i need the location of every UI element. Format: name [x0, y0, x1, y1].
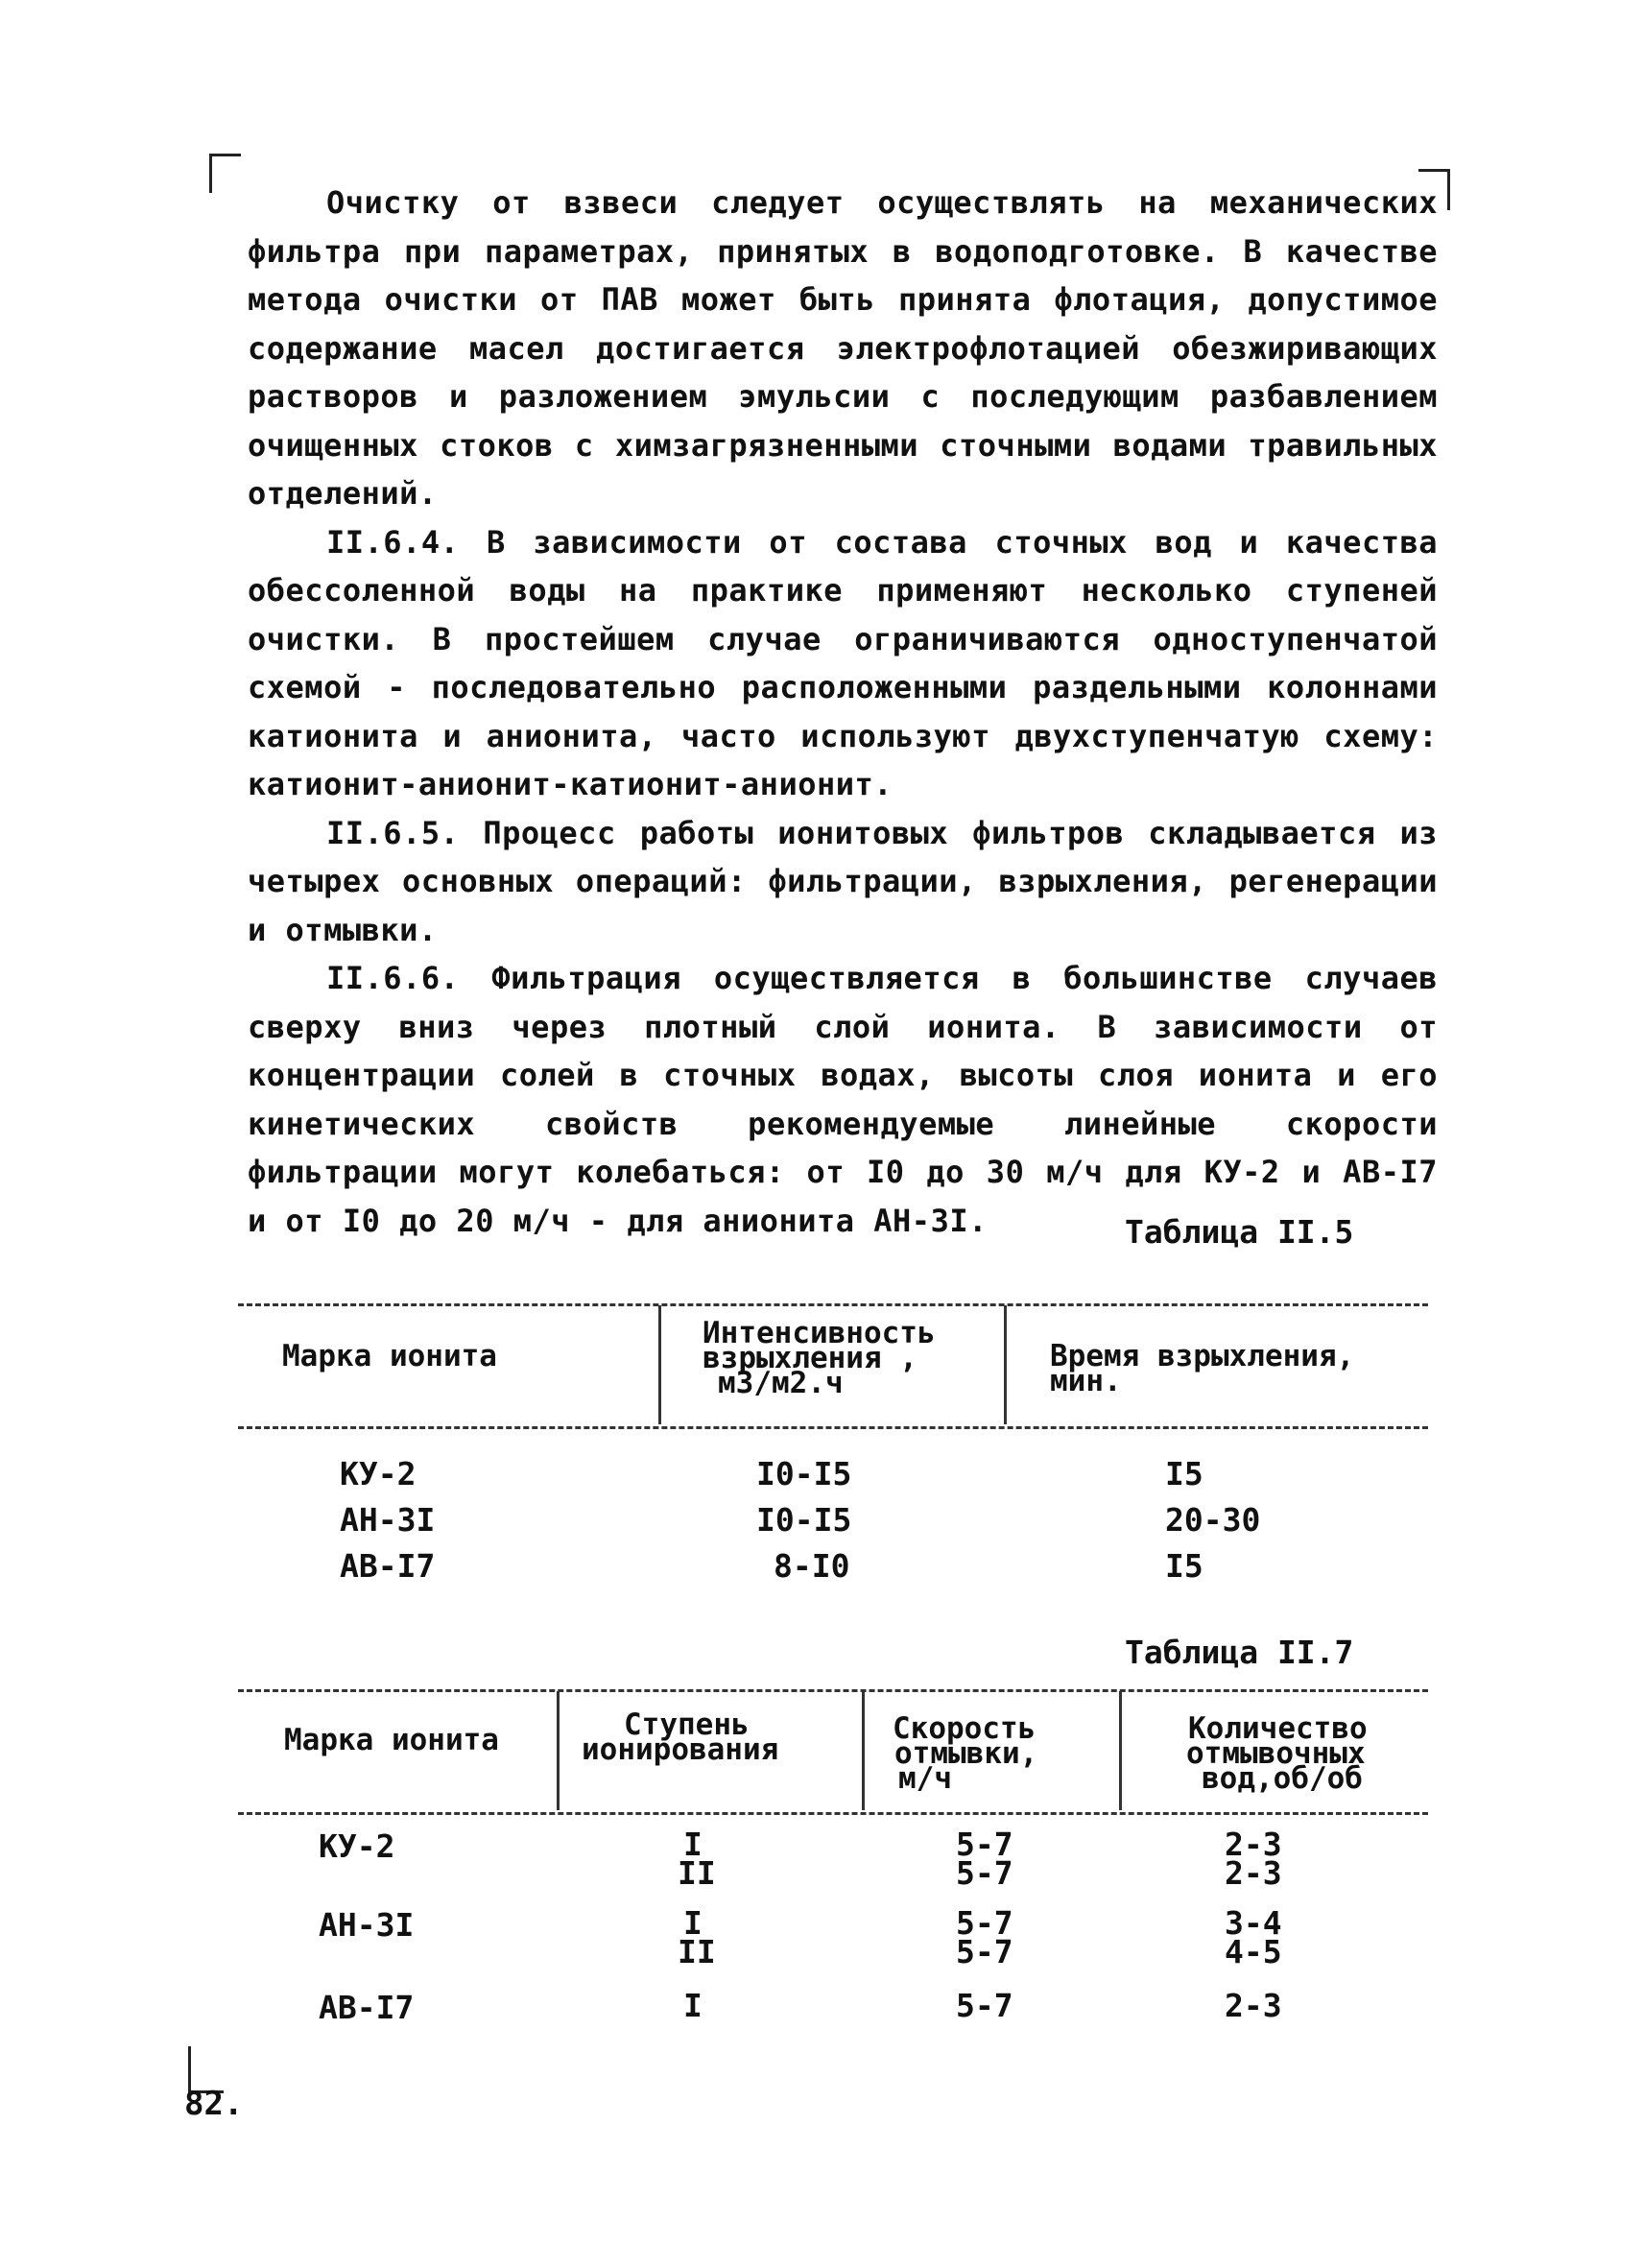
table-rule [238, 1689, 1428, 1692]
column-header: Ступень [624, 1707, 750, 1742]
paragraph: II.6.5. Процесс работы ионитовых фильтров складывается из четырех основных операций: фильтрации, взрыхления, регенерации и отмывки. [248, 814, 1438, 948]
column-divider [557, 1691, 560, 1810]
table-cell: I [683, 1826, 703, 1863]
table-cell: 5-7 [956, 1987, 1013, 2024]
column-header: Марка ионита [284, 1723, 499, 1757]
column-header: Интенсивность [703, 1316, 936, 1350]
table-cell: 5-7 [956, 1826, 1013, 1863]
table-cell: АН-3I [340, 1501, 436, 1539]
column-divider [862, 1691, 865, 1810]
column-header: м3/м2.ч [718, 1366, 844, 1400]
table-cell: 5-7 [956, 1933, 1013, 1970]
paragraph: II.6.4. В зависимости от состава сточных вод и качества обессоленной воды на практике применяют несколько ступеней очистки. В простейшем случае ограничиваются одноступенчатой схемой - последовательно расположенными раздельными колоннами катионита и анионита, часто используют двухступенчатую схему: катионит-анионит-катионит-анионит. [248, 523, 1438, 802]
column-divider [658, 1305, 661, 1424]
column-header: отмывки, [894, 1736, 1038, 1771]
table-cell: 2-3 [1225, 1826, 1282, 1863]
table-cell: 5-7 [956, 1904, 1013, 1942]
paragraph: Очистку от взвеси следует осуществлять на механических фильтра при параметрах, принятых в водоподготовке. В качестве метода очистки от ПАВ может быть принята флотация, допустимое содержание масел достигается электрофлотацией обезжиривающих растворов и разложением эмульсии с последующим разбавлением очищенных стоков с химзагрязненными сточными водами травильных отделений. [248, 184, 1438, 512]
table-cell: I [683, 1904, 703, 1942]
table-rule [238, 1426, 1428, 1429]
table-cell: II [678, 1854, 716, 1892]
table-cell: 2-3 [1225, 1987, 1282, 2024]
table-cell: 8-I0 [774, 1547, 850, 1585]
table-cell: I5 [1165, 1455, 1203, 1492]
body-text [248, 179, 1438, 1245]
column-divider [1004, 1305, 1007, 1424]
column-header: Время взрыхления, [1050, 1339, 1355, 1373]
column-header: Скорость [893, 1711, 1036, 1746]
table-cell: АВ-I7 [340, 1547, 436, 1585]
table-cell: АВ-I7 [319, 1989, 415, 2026]
table-cell: АН-3I [319, 1906, 415, 1944]
corner-mark-top-left [209, 154, 241, 193]
table-cell: I0-I5 [756, 1455, 852, 1492]
column-header: мин. [1050, 1364, 1122, 1398]
column-header: вод,об/об [1202, 1761, 1363, 1796]
table-rule [238, 1303, 1428, 1306]
table-caption: Таблица II.7 [1125, 1634, 1354, 1671]
column-header: взрыхления , [703, 1341, 917, 1375]
table-cell: I5 [1165, 1547, 1203, 1585]
page-number: 82. [184, 2085, 244, 2123]
table-cell: КУ-2 [340, 1455, 417, 1492]
column-header: Количество [1188, 1711, 1368, 1746]
table-cell: 3-4 [1225, 1904, 1282, 1942]
table-rule [238, 1812, 1428, 1815]
column-header: м/ч [898, 1761, 952, 1796]
table-cell: II [678, 1933, 716, 1970]
table-cell: КУ-2 [319, 1827, 395, 1865]
table-cell: 2-3 [1225, 1854, 1282, 1892]
table-cell: I [683, 1987, 703, 2024]
table-cell: I0-I5 [756, 1501, 852, 1539]
table-cell: 5-7 [956, 1854, 1013, 1892]
column-header: Марка ионита [282, 1339, 497, 1373]
column-divider [1119, 1691, 1122, 1810]
table-cell: 4-5 [1225, 1933, 1282, 1970]
paragraph: II.6.6. Фильтрация осуществляется в большинстве случаев сверху вниз через плотный слой ионита. В зависимости от концентрации солей в сточных водах, высоты слоя ионита и его кинетических свойств рекомендуемые линейные скорости фильтрации могут колебаться: от I0 до 30 м/ч для КУ-2 и АВ-I7 и от I0 до 20 м/ч - для анионита АН-3I. [248, 960, 1438, 1239]
column-header: ионирования [582, 1732, 779, 1767]
table-cell: 20-30 [1165, 1501, 1261, 1539]
column-header: отмывочных [1186, 1736, 1366, 1771]
table-caption: Таблица II.5 [1125, 1213, 1354, 1251]
